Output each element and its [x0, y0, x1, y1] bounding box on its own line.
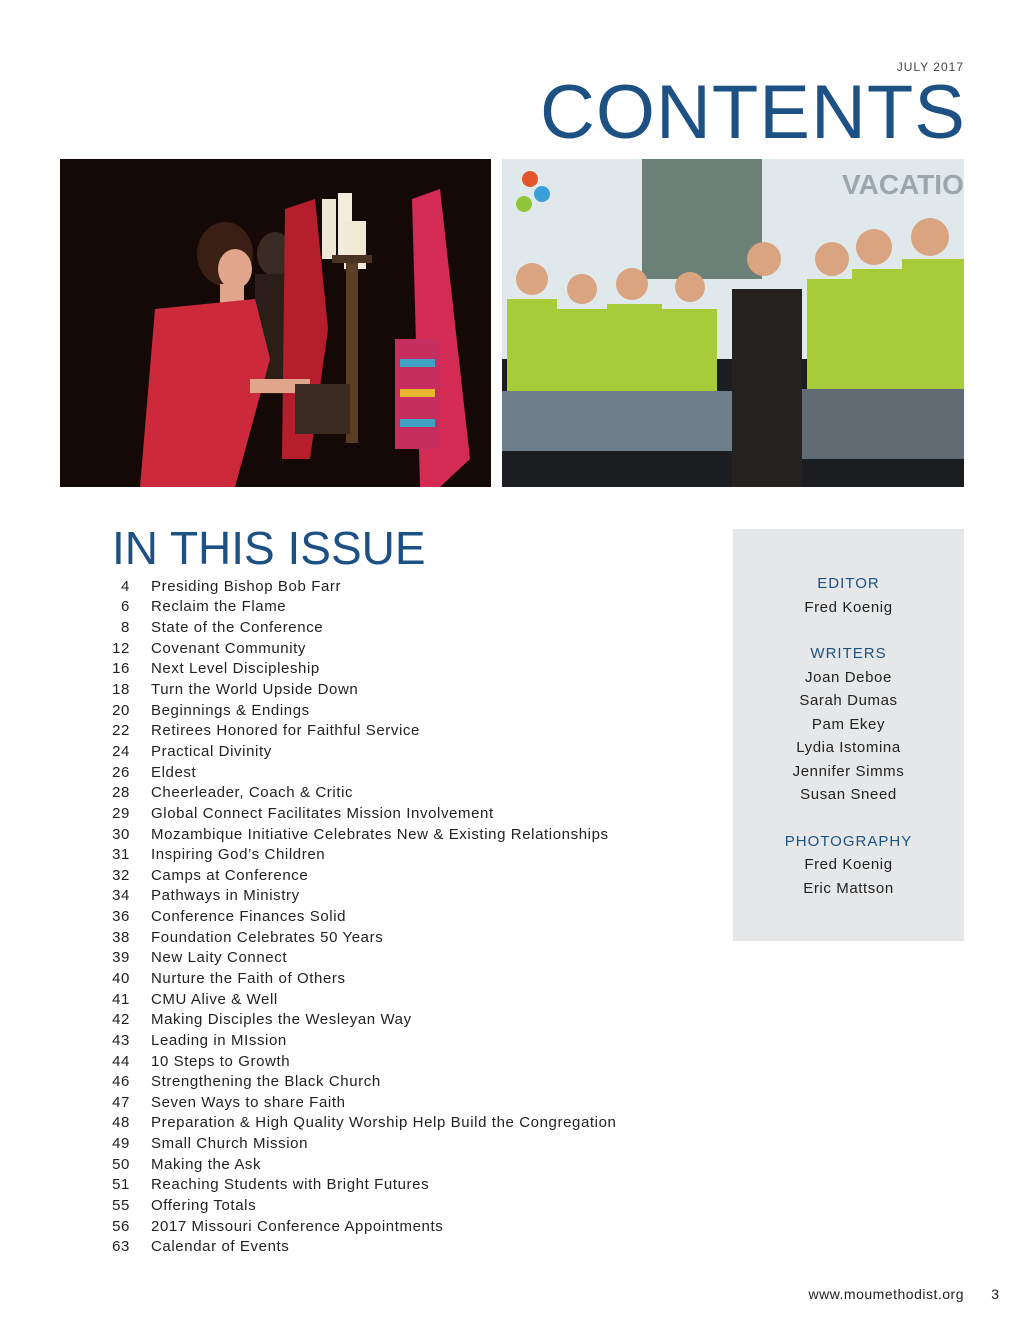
toc-article-title: Seven Ways to share Faith: [151, 1093, 346, 1111]
toc-article-title: Offering Totals: [151, 1197, 257, 1215]
candle-altar-photo: [60, 159, 491, 487]
toc-page-number: 16: [112, 660, 130, 678]
toc-article-title: Global Connect Facilitates Mission Involvement: [151, 804, 494, 822]
toc-entry: [100, 1237, 617, 1258]
toc-article-title: Reclaim the Flame: [151, 598, 287, 616]
toc-page-number: 51: [112, 1176, 130, 1194]
toc-page-number: 31: [112, 846, 130, 864]
toc-article-title: Camps at Conference: [151, 866, 309, 884]
toc-page-number: 28: [112, 784, 130, 802]
toc-article-title: Presiding Bishop Bob Farr: [151, 577, 342, 595]
editor-name: Fred Koenig: [804, 598, 893, 616]
staff-credits-panel: [733, 529, 964, 941]
toc-page-number: 20: [112, 701, 130, 719]
page-number: 3: [991, 1286, 999, 1302]
writer-name: Joan Deboe: [805, 668, 892, 686]
toc-entry: [100, 597, 617, 618]
toc-article-title: Mozambique Initiative Celebrates New & Existing Relationships: [151, 825, 609, 843]
toc-page-number: 4: [121, 577, 130, 595]
toc-entry: [100, 1216, 617, 1237]
toc-entry: [100, 844, 617, 865]
toc-article-title: Calendar of Events: [151, 1238, 290, 1256]
toc-article-title: Inspiring God’s Children: [151, 846, 326, 864]
writer-name: Jennifer Simms: [792, 762, 905, 780]
toc-page-number: 47: [112, 1093, 130, 1111]
toc-page-number: 38: [112, 928, 130, 946]
toc-entry: [100, 638, 617, 659]
writers-heading: WRITERS: [810, 645, 887, 662]
toc-page-number: 6: [121, 598, 130, 616]
toc-page-number: 63: [112, 1238, 130, 1256]
svg-text:VACATIO: VACATIO: [842, 169, 964, 200]
youth-group-photo: [502, 159, 964, 487]
toc-article-title: Preparation & High Quality Worship Help Build the Congregation: [151, 1114, 617, 1132]
toc-article-title: Foundation Celebrates 50 Years: [151, 928, 384, 946]
toc-entry: [100, 886, 617, 907]
toc-article-title: Making the Ask: [151, 1155, 262, 1173]
toc-page-number: 30: [112, 825, 130, 843]
website-link[interactable]: www.moumethodist.org: [808, 1286, 964, 1302]
editor-heading: EDITOR: [817, 575, 880, 592]
toc-entry: [100, 741, 617, 762]
toc-entry: [100, 906, 617, 927]
toc-entry: [100, 679, 617, 700]
toc-entry: [100, 782, 617, 803]
toc-page-number: 34: [112, 887, 130, 905]
toc-article-title: Pathways in Ministry: [151, 887, 300, 905]
toc-page-number: 43: [112, 1031, 130, 1049]
toc-page-number: 32: [112, 866, 130, 884]
toc-article-title: Covenant Community: [151, 639, 307, 657]
toc-article-title: New Laity Connect: [151, 949, 288, 967]
toc-entry: [100, 1092, 617, 1113]
toc-entry: [100, 989, 617, 1010]
toc-page-number: 12: [112, 639, 130, 657]
toc-entry: [100, 1133, 617, 1154]
toc-article-title: Leading in MIssion: [151, 1031, 287, 1049]
toc-page-number: 29: [112, 804, 130, 822]
toc-entry: [100, 1030, 617, 1051]
toc-entry: [100, 803, 617, 824]
toc-page-number: 49: [112, 1135, 130, 1153]
writer-name: Pam Ekey: [811, 715, 886, 733]
toc-page-number: 50: [112, 1155, 130, 1173]
toc-entry: [100, 720, 617, 741]
photographer-name: Fred Koenig: [804, 856, 893, 873]
toc-entry: [100, 1113, 617, 1134]
toc-article-title: State of the Conference: [151, 619, 324, 637]
toc-entry: [100, 1154, 617, 1175]
toc-page-number: 8: [121, 619, 130, 637]
writer-name: Lydia Istomina: [796, 739, 901, 756]
toc-entry: [100, 824, 617, 845]
toc-article-title: Nurture the Faith of Others: [151, 969, 346, 987]
toc-page-number: 41: [112, 990, 130, 1008]
toc-page-number: 36: [112, 908, 130, 926]
toc-entry: [100, 1051, 617, 1072]
toc-article-title: Next Level Discipleship: [151, 660, 320, 678]
writer-name: Susan Sneed: [800, 786, 897, 803]
toc-page-number: 55: [112, 1197, 130, 1215]
toc-page-number: 39: [112, 949, 130, 967]
toc-article-title: Eldest: [151, 763, 197, 781]
toc-entry: [100, 927, 617, 948]
toc-page-number: 48: [112, 1114, 130, 1132]
toc-article-title: Reaching Students with Bright Futures: [151, 1176, 430, 1194]
toc-entry: [100, 1195, 617, 1216]
toc-article-title: CMU Alive & Well: [151, 990, 278, 1008]
issue-date: JULY 2017: [896, 60, 964, 74]
toc-article-title: Conference Finances Solid: [151, 908, 347, 926]
toc-page-number: 18: [112, 681, 130, 699]
toc-page-number: 24: [112, 742, 130, 760]
photographer-name: Eric Mattson: [803, 879, 894, 897]
toc-entry: [100, 948, 617, 969]
toc-entry: [100, 659, 617, 680]
section-title: IN THIS ISSUE: [112, 522, 426, 574]
toc-page-number: 40: [112, 969, 130, 987]
toc-entry: [100, 1175, 617, 1196]
writer-name: Sarah Dumas: [799, 692, 898, 709]
toc-article-title: Small Church Mission: [151, 1135, 309, 1153]
toc-entry: [100, 762, 617, 783]
toc-entry: [100, 1071, 617, 1092]
toc-entry: [100, 865, 617, 886]
toc-article-title: Strengthening the Black Church: [151, 1073, 381, 1091]
toc-entry: [100, 968, 617, 989]
toc-article-title: 10 Steps to Growth: [151, 1052, 291, 1070]
page-title: CONTENTS: [540, 70, 966, 155]
toc-entry: [100, 576, 617, 597]
toc-entry: [100, 1009, 617, 1030]
toc-entry: [100, 617, 617, 638]
toc-article-title: 2017 Missouri Conference Appointments: [151, 1217, 444, 1235]
toc-page-number: 26: [112, 763, 130, 781]
toc-article-title: Cheerleader, Coach & Critic: [151, 784, 354, 802]
toc-article-title: Turn the World Upside Down: [151, 681, 359, 699]
toc-page-number: 22: [112, 722, 130, 740]
toc-page-number: 44: [112, 1052, 130, 1070]
toc-article-title: Practical Divinity: [151, 742, 272, 760]
toc-page-number: 46: [112, 1073, 130, 1091]
toc-article-title: Beginnings & Endings: [151, 701, 310, 719]
toc-page-number: 56: [112, 1217, 130, 1235]
table-of-contents: [100, 576, 617, 1257]
toc-article-title: Retirees Honored for Faithful Service: [151, 722, 420, 740]
toc-article-title: Making Disciples the Wesleyan Way: [151, 1011, 412, 1029]
photography-heading: PHOTOGRAPHY: [784, 832, 913, 850]
toc-entry: [100, 700, 617, 721]
toc-page-number: 42: [112, 1011, 130, 1029]
